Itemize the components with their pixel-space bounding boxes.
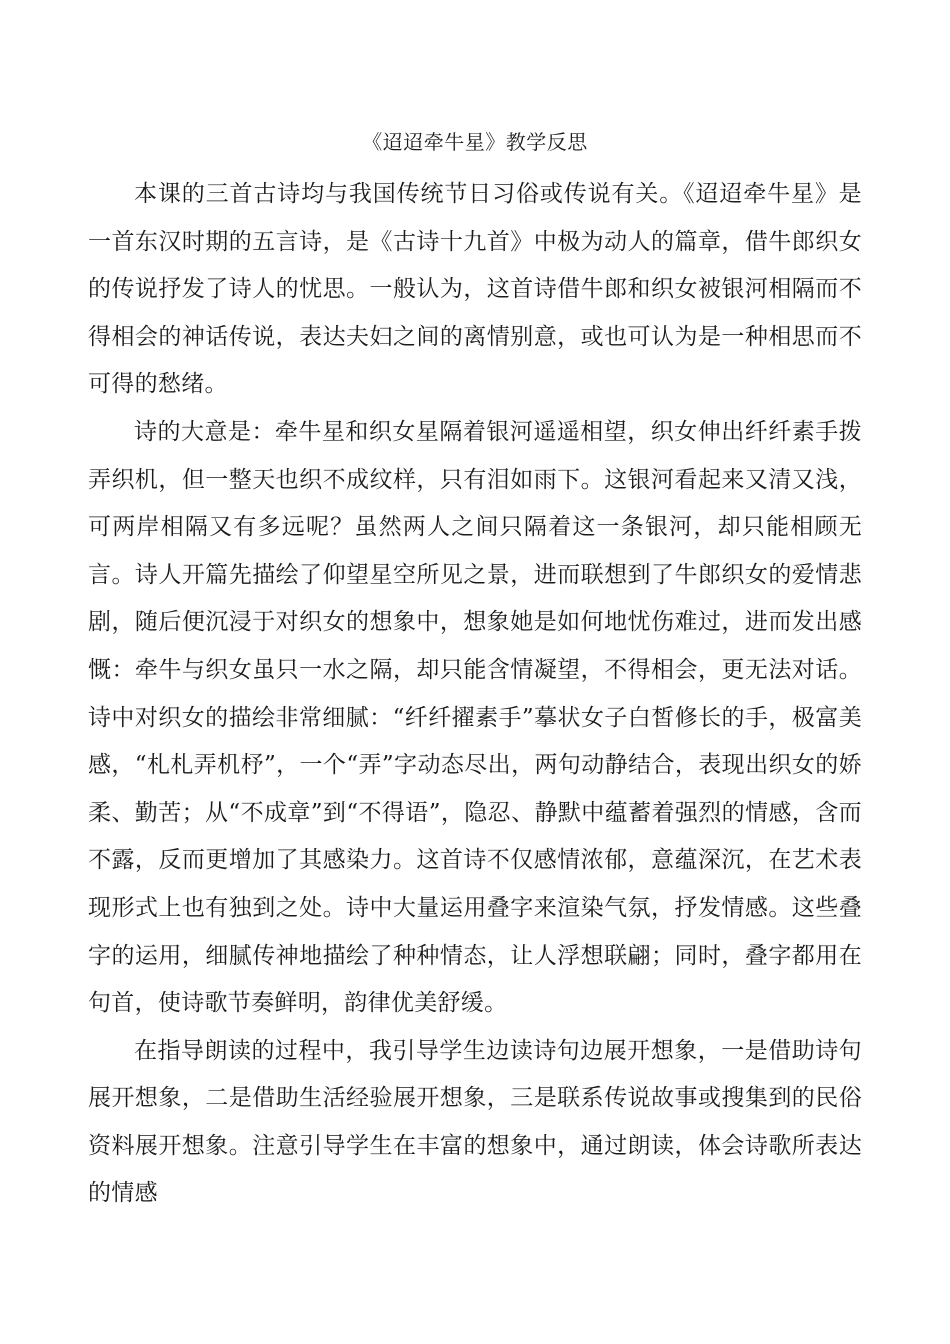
document-body — [88, 171, 862, 1218]
paragraph-3: 在指导朗读的过程中，我引导学生边读诗句边展开想象，一是借助诗句展开想象，二是借助生活经验展开想象，三是联系传说故事或搜集到的民俗资料展开想象。注意引导学生在丰富的想象中，通过朗读，体会诗歌所表达的情感 — [88, 1037, 862, 1207]
document-title: 《迢迢牵牛星》教学反思 — [362, 130, 588, 154]
paragraph-2: 诗的大意是：牵牛星和织女星隔着银河遥遥相望，织女伸出纤纤素手拨弄织机，但一整天也织不成纹样，只有泪如雨下。这银河看起来又清又浅，可两岸相隔又有多远呢？虽然两人之间只隔着这一条银河，却只能相顾无言。诗人开篇先描绘了仰望星空所见之景，进而联想到了牛郎织女的爱情悲剧，随后便沉浸于对织女的想象中，想象她是如何地忧伤难过，进而发出感慨：牵牛与织女虽只一水之隔，却只能含情凝望，不得相会，更无法对话。诗中对织女的描绘非常细腻：“纤纤擢素手”摹状女子白皙修长的手，极富美感，“札札弄机杼”，一个“弄”字动态尽出，两句动静结合，表现出织女的娇柔、勤苦；从“不成章”到“不得语”，隐忍、静默中蕴蓄着强烈的情感，含而不露，反而更增加了其感染力。这首诗不仅感情浓郁，意蕴深沉，在艺术表现形式上也有独到之处。诗中大量运用叠字来渲染气氛，抒发情感。这些叠字的运用，细腻传神地描绘了种种情态，让人浮想联翩；同时，叠字都用在句首，使诗歌节奏鲜明，韵律优美舒缓。 — [88, 418, 862, 1017]
paragraph-1: 本课的三首古诗均与我国传统节日习俗或传说有关。《迢迢牵牛星》是一首东汉时期的五言诗，是《古诗十九首》中极为动人的篇章，借牛郎织女的传说抒发了诗人的忧思。一般认为，这首诗借牛郎和织女被银河相隔而不得相会的神话传说，表达夫妇之间的离情别意，或也可认为是一种相思而不可得的愁绪。 — [88, 181, 862, 398]
